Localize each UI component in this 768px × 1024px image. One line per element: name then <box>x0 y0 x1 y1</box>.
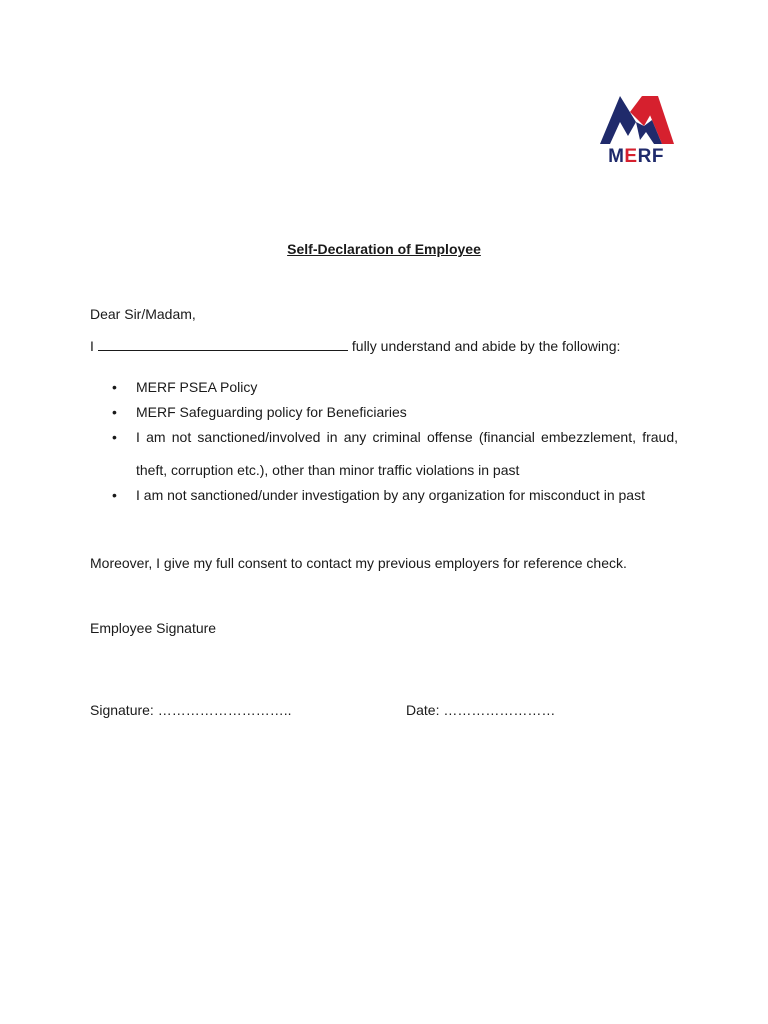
list-item-text: MERF PSEA Policy <box>136 379 258 395</box>
list-item <box>90 479 678 512</box>
bullet-icon: • <box>112 429 117 445</box>
intro-line <box>90 337 620 355</box>
list-item-text: MERF Safeguarding policy for Beneficiaries <box>136 404 407 420</box>
bullet-icon: • <box>112 487 117 503</box>
date-field[interactable]: Date: …………………… <box>406 702 556 718</box>
list-item-text: I am not sanctioned/involved in any criminal offense (financial embezzlement, fraud, theft, corruption etc.), other than minor traffic violations in past <box>136 429 678 478</box>
name-blank-field[interactable] <box>98 338 348 351</box>
signature-field[interactable]: Signature: ……………………….. <box>90 702 292 718</box>
document-title: Self-Declaration of Employee <box>287 241 481 257</box>
merf-logo <box>596 92 676 172</box>
list-item <box>90 421 678 487</box>
consent-statement: Moreover, I give my full consent to contact my previous employers for reference check. <box>90 555 627 571</box>
bullet-icon: • <box>112 404 117 420</box>
employee-signature-label: Employee Signature <box>90 620 217 636</box>
greeting: Dear Sir/Madam, <box>90 306 196 322</box>
declaration-list <box>90 371 678 512</box>
intro-prefix: I <box>90 338 94 354</box>
merf-logo-mark <box>596 92 676 148</box>
bullet-icon: • <box>112 379 117 395</box>
intro-suffix: fully understand and abide by the following: <box>351 338 621 354</box>
logo-wordmark: MERF <box>608 146 664 167</box>
list-item-text: I am not sanctioned/under investigation by any organization for misconduct in past <box>136 487 645 503</box>
